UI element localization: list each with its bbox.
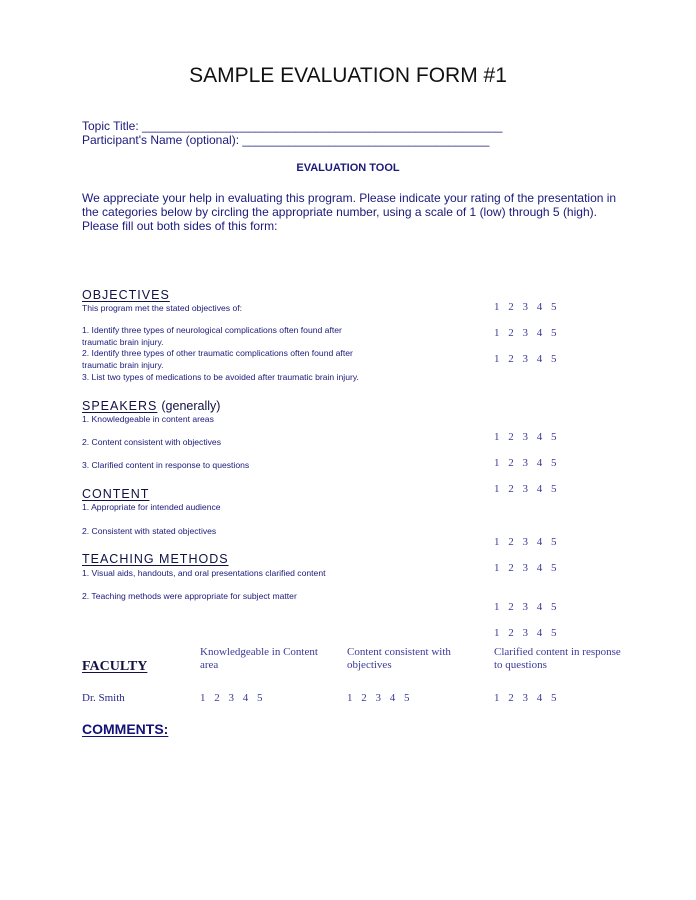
rating-scale[interactable]: 1 2 3 4 5 [494, 483, 560, 495]
faculty-rating-knowledgeable[interactable]: 1 2 3 4 5 [200, 692, 266, 704]
faculty-column-consistent: Content consistent with objectives [347, 646, 451, 671]
rating-scale[interactable]: 1 2 3 4 5 [494, 457, 560, 469]
speakers-heading-label: SPEAKERS [82, 399, 158, 413]
objectives-heading: OBJECTIVES [82, 288, 170, 302]
content-item-1: 1. Appropriate for intended audience [82, 502, 221, 512]
faculty-rating-consistent[interactable]: 1 2 3 4 5 [347, 692, 413, 704]
rating-scale[interactable]: 1 2 3 4 5 [494, 536, 560, 548]
topic-title-field[interactable]: Topic Title: ______________________________________________________ [82, 119, 503, 133]
faculty-column-knowledgeable: Knowledgeable in Content area [200, 646, 318, 671]
rating-scale[interactable]: 1 2 3 4 5 [494, 431, 560, 443]
teaching-methods-heading: TEACHING METHODS [82, 552, 229, 566]
teaching-item-1: 1. Visual aids, handouts, and oral presentations clarified content [82, 568, 326, 578]
speakers-heading [82, 399, 220, 413]
rating-scale[interactable]: 1 2 3 4 5 [494, 562, 560, 574]
objective-item-1: 1. Identify three types of neurological complications often found after traumatic brain injury. [82, 325, 342, 347]
rating-scale[interactable]: 1 2 3 4 5 [494, 301, 560, 313]
faculty-column-clarified: Clarified content in response to questions [494, 646, 621, 671]
faculty-heading: FACULTY [82, 659, 148, 674]
rating-scale[interactable]: 1 2 3 4 5 [494, 353, 560, 365]
teaching-item-2: 2. Teaching methods were appropriate for subject matter [82, 591, 297, 601]
speakers-item-2: 2. Content consistent with objectives [82, 437, 222, 447]
speakers-item-1: 1. Knowledgeable in content areas [82, 414, 214, 424]
rating-scale[interactable]: 1 2 3 4 5 [494, 327, 560, 339]
faculty-rating-clarified[interactable]: 1 2 3 4 5 [494, 692, 560, 704]
page-title: SAMPLE EVALUATION FORM #1 [189, 64, 507, 87]
objective-item-2: 2. Identify three types of other traumatic complications often found after traumatic brain injury. [82, 348, 353, 370]
faculty-row-name: Dr. Smith [82, 692, 125, 704]
participant-name-field[interactable]: Participant's Name (optional): _____________________________________ [82, 133, 490, 147]
rating-scale[interactable]: 1 2 3 4 5 [494, 601, 560, 613]
objectives-intro: This program met the stated objectives of: [82, 303, 243, 313]
content-heading: CONTENT [82, 487, 150, 501]
intro-paragraph: We appreciate your help in evaluating this program. Please indicate your rating of the presentation in the categories below by circling the appropriate number, using a scale of 1 (low) through 5 (high). Please fill out both sides of this form: [82, 191, 617, 233]
speakers-item-3: 3. Clarified content in response to questions [82, 460, 250, 470]
rating-scale[interactable]: 1 2 3 4 5 [494, 627, 560, 639]
evaluation-tool-heading: EVALUATION TOOL [296, 162, 400, 174]
content-item-2: 2. Consistent with stated objectives [82, 526, 217, 536]
comments-heading: COMMENTS: [82, 721, 169, 737]
objective-item-3: 3. List two types of medications to be avoided after traumatic brain injury. [82, 372, 359, 382]
speakers-heading-suffix: (generally) [161, 399, 221, 413]
